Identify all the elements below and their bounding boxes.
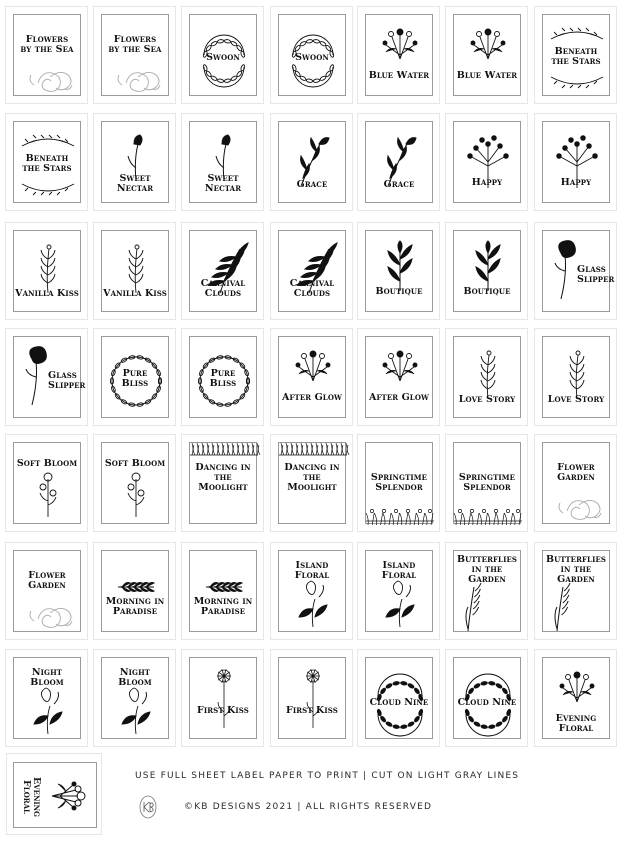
label-title: Flower Garden	[28, 570, 66, 591]
berries-icon	[454, 122, 522, 204]
berries-icon	[543, 122, 611, 204]
label-title: Beneath the Stars	[551, 46, 601, 67]
label-title: Love Story	[458, 394, 516, 405]
label-cell	[181, 113, 264, 211]
label-cell	[5, 222, 88, 320]
label-cell	[534, 113, 617, 211]
label	[542, 14, 610, 96]
label	[189, 121, 257, 203]
label-title: Sweet Nectar	[116, 173, 154, 194]
dandelion-icon	[190, 658, 258, 740]
label-cell	[270, 328, 353, 426]
label	[365, 336, 433, 418]
label-title: Swoon	[206, 52, 240, 63]
label	[453, 121, 521, 203]
label-title: After Glow	[281, 392, 342, 403]
label	[278, 230, 346, 312]
label	[189, 550, 257, 632]
label-title: Blue Water	[456, 70, 518, 81]
label-title: Springtime Splendor	[370, 472, 428, 493]
label	[13, 550, 81, 632]
label-evening-floral-rotated	[13, 762, 97, 828]
label	[101, 121, 169, 203]
label-cell	[181, 328, 264, 426]
print-instructions: USE FULL SHEET LABEL PAPER TO PRINT | CUT ON LIGHT GRAY LINES	[135, 771, 520, 781]
bouquet-icon	[454, 15, 522, 97]
label-cell	[445, 649, 528, 747]
label	[453, 230, 521, 312]
label-title: After Glow	[368, 392, 429, 403]
sprig-icon	[14, 231, 82, 313]
label-title: Butterflies in the Garden	[545, 554, 607, 585]
label-title: Sweet Nectar	[204, 173, 242, 194]
label	[278, 550, 346, 632]
label-cell	[445, 6, 528, 104]
label	[101, 14, 169, 96]
label	[101, 442, 169, 524]
label-title: Glass Slipper	[48, 370, 86, 391]
label	[189, 14, 257, 96]
label-title: Grace	[296, 179, 328, 190]
label	[189, 336, 257, 418]
label-cell	[270, 6, 353, 104]
fern-icon	[102, 551, 170, 633]
label-cell	[445, 328, 528, 426]
label-title: Cloud Nine	[369, 697, 429, 708]
label-cell	[181, 434, 264, 532]
label	[101, 550, 169, 632]
label	[365, 550, 433, 632]
label	[278, 442, 346, 524]
sprig-icon	[543, 337, 611, 419]
label	[542, 121, 610, 203]
label-cell	[93, 328, 176, 426]
label-cell	[93, 113, 176, 211]
label-cell	[270, 222, 353, 320]
label-cell	[534, 6, 617, 104]
label-title: Pure Bliss	[209, 368, 237, 389]
label-cell	[5, 434, 88, 532]
kb-monogram-icon	[137, 794, 159, 820]
label-cell	[93, 542, 176, 640]
leaves-icon	[454, 231, 522, 313]
label	[101, 230, 169, 312]
bouquet-icon	[14, 763, 98, 829]
label-title: Vanilla Kiss	[103, 288, 167, 299]
label-title: Springtime Splendor	[458, 472, 516, 493]
label-cell	[534, 328, 617, 426]
label	[278, 14, 346, 96]
label-title: Happy	[560, 177, 592, 188]
label-title: Butterflies in the Garden	[456, 554, 518, 585]
label-cell	[357, 542, 440, 640]
label-cell	[181, 222, 264, 320]
label-title: Soft Bloom	[16, 458, 78, 469]
label-cell	[93, 434, 176, 532]
label-title: Grace	[383, 179, 415, 190]
rose-icon	[543, 443, 611, 525]
label-cell	[357, 434, 440, 532]
label	[13, 14, 81, 96]
label	[453, 550, 521, 632]
label-cell	[270, 434, 353, 532]
label-title: Boutique	[375, 286, 423, 297]
label-title: Vanilla Kiss	[15, 288, 79, 299]
label	[189, 442, 257, 524]
sprig-icon	[102, 231, 170, 313]
label-title: Dancing in the Moolight	[195, 462, 251, 493]
label-cell	[93, 649, 176, 747]
rose-icon	[14, 15, 82, 97]
label-cell	[445, 542, 528, 640]
dandelion-icon	[279, 658, 347, 740]
label	[453, 336, 521, 418]
label-title: Carnival Clouds	[200, 278, 246, 299]
label	[189, 230, 257, 312]
palm-icon	[279, 231, 347, 313]
label-cell	[5, 328, 88, 426]
label-title: Cloud Nine	[457, 697, 517, 708]
label	[542, 657, 610, 739]
label-cell	[181, 649, 264, 747]
fern-icon	[190, 551, 258, 633]
label-cell	[181, 6, 264, 104]
label-cell	[5, 113, 88, 211]
label	[542, 442, 610, 524]
label-cell	[270, 649, 353, 747]
label-title: Beneath the Stars	[22, 153, 72, 174]
label	[13, 442, 81, 524]
stem-icon	[14, 443, 82, 525]
label	[365, 442, 433, 524]
leaves-icon	[366, 231, 434, 313]
label-cell	[357, 328, 440, 426]
rose-icon	[14, 551, 82, 633]
label-title: Morning in Paradise	[105, 596, 165, 617]
label-title: Happy	[471, 177, 503, 188]
label-cell	[445, 113, 528, 211]
label	[542, 336, 610, 418]
rose-icon	[102, 15, 170, 97]
label-cell	[181, 542, 264, 640]
label	[365, 657, 433, 739]
label	[278, 336, 346, 418]
label-title: Flower Garden	[557, 462, 595, 483]
label-cell-last	[6, 753, 102, 835]
label-title: Morning in Paradise	[193, 596, 253, 617]
label-cell	[445, 434, 528, 532]
label-cell	[93, 6, 176, 104]
bouquet-icon	[366, 337, 434, 419]
label-cell	[534, 649, 617, 747]
label-title: Island Floral	[381, 560, 417, 581]
label-title: Swoon	[295, 52, 329, 63]
label-cell	[5, 542, 88, 640]
label-title: Flowers by the Sea	[108, 34, 162, 55]
label-cell	[357, 222, 440, 320]
label-title: Soft Bloom	[104, 458, 166, 469]
label	[101, 336, 169, 418]
label	[101, 657, 169, 739]
label-title: Boutique	[463, 286, 511, 297]
bouquet-icon	[366, 15, 434, 97]
label-cell	[270, 542, 353, 640]
label-title: Night Bloom	[118, 667, 152, 688]
label	[365, 14, 433, 96]
label	[542, 550, 610, 632]
label-cell	[445, 222, 528, 320]
label-cell	[93, 222, 176, 320]
label-title: Pure Bliss	[121, 368, 149, 389]
label-title: Dancing in the Moolight	[284, 462, 340, 493]
label	[453, 442, 521, 524]
label	[542, 230, 615, 312]
label	[278, 657, 346, 739]
label	[365, 230, 433, 312]
label-cell	[5, 649, 88, 747]
label	[453, 14, 521, 96]
label-title: Evening Floral	[555, 713, 597, 734]
label-title: Evening Floral	[21, 776, 42, 818]
label-cell	[5, 6, 88, 104]
label	[453, 657, 521, 739]
label-cell	[357, 6, 440, 104]
palm-icon	[190, 231, 258, 313]
label-title: First Kiss	[197, 705, 249, 716]
copyright-text: ©KB DESIGNS 2021 | ALL RIGHTS RESERVED	[184, 802, 433, 812]
stem-icon	[102, 443, 170, 525]
bouquet-icon	[279, 337, 347, 419]
sprig-icon	[454, 337, 522, 419]
branch-icon	[366, 122, 434, 204]
label	[278, 121, 346, 203]
label-title: Love Story	[547, 394, 605, 405]
label-title: Flowers by the Sea	[20, 34, 74, 55]
label	[13, 336, 86, 418]
label-cell	[357, 649, 440, 747]
label-title: Island Floral	[294, 560, 330, 581]
label-cell	[534, 542, 617, 640]
label-title: Night Bloom	[30, 667, 64, 688]
branch-icon	[279, 122, 347, 204]
label	[13, 657, 81, 739]
label-title: Glass Slipper	[577, 264, 615, 285]
label-cell	[270, 113, 353, 211]
label-cell	[534, 434, 617, 532]
label-cell	[534, 222, 617, 320]
label	[13, 230, 81, 312]
label	[13, 121, 81, 203]
label-title: First Kiss	[286, 705, 338, 716]
label-title: Carnival Clouds	[289, 278, 335, 299]
label-cell	[357, 113, 440, 211]
label	[189, 657, 257, 739]
label-title: Blue Water	[368, 70, 430, 81]
label	[365, 121, 433, 203]
